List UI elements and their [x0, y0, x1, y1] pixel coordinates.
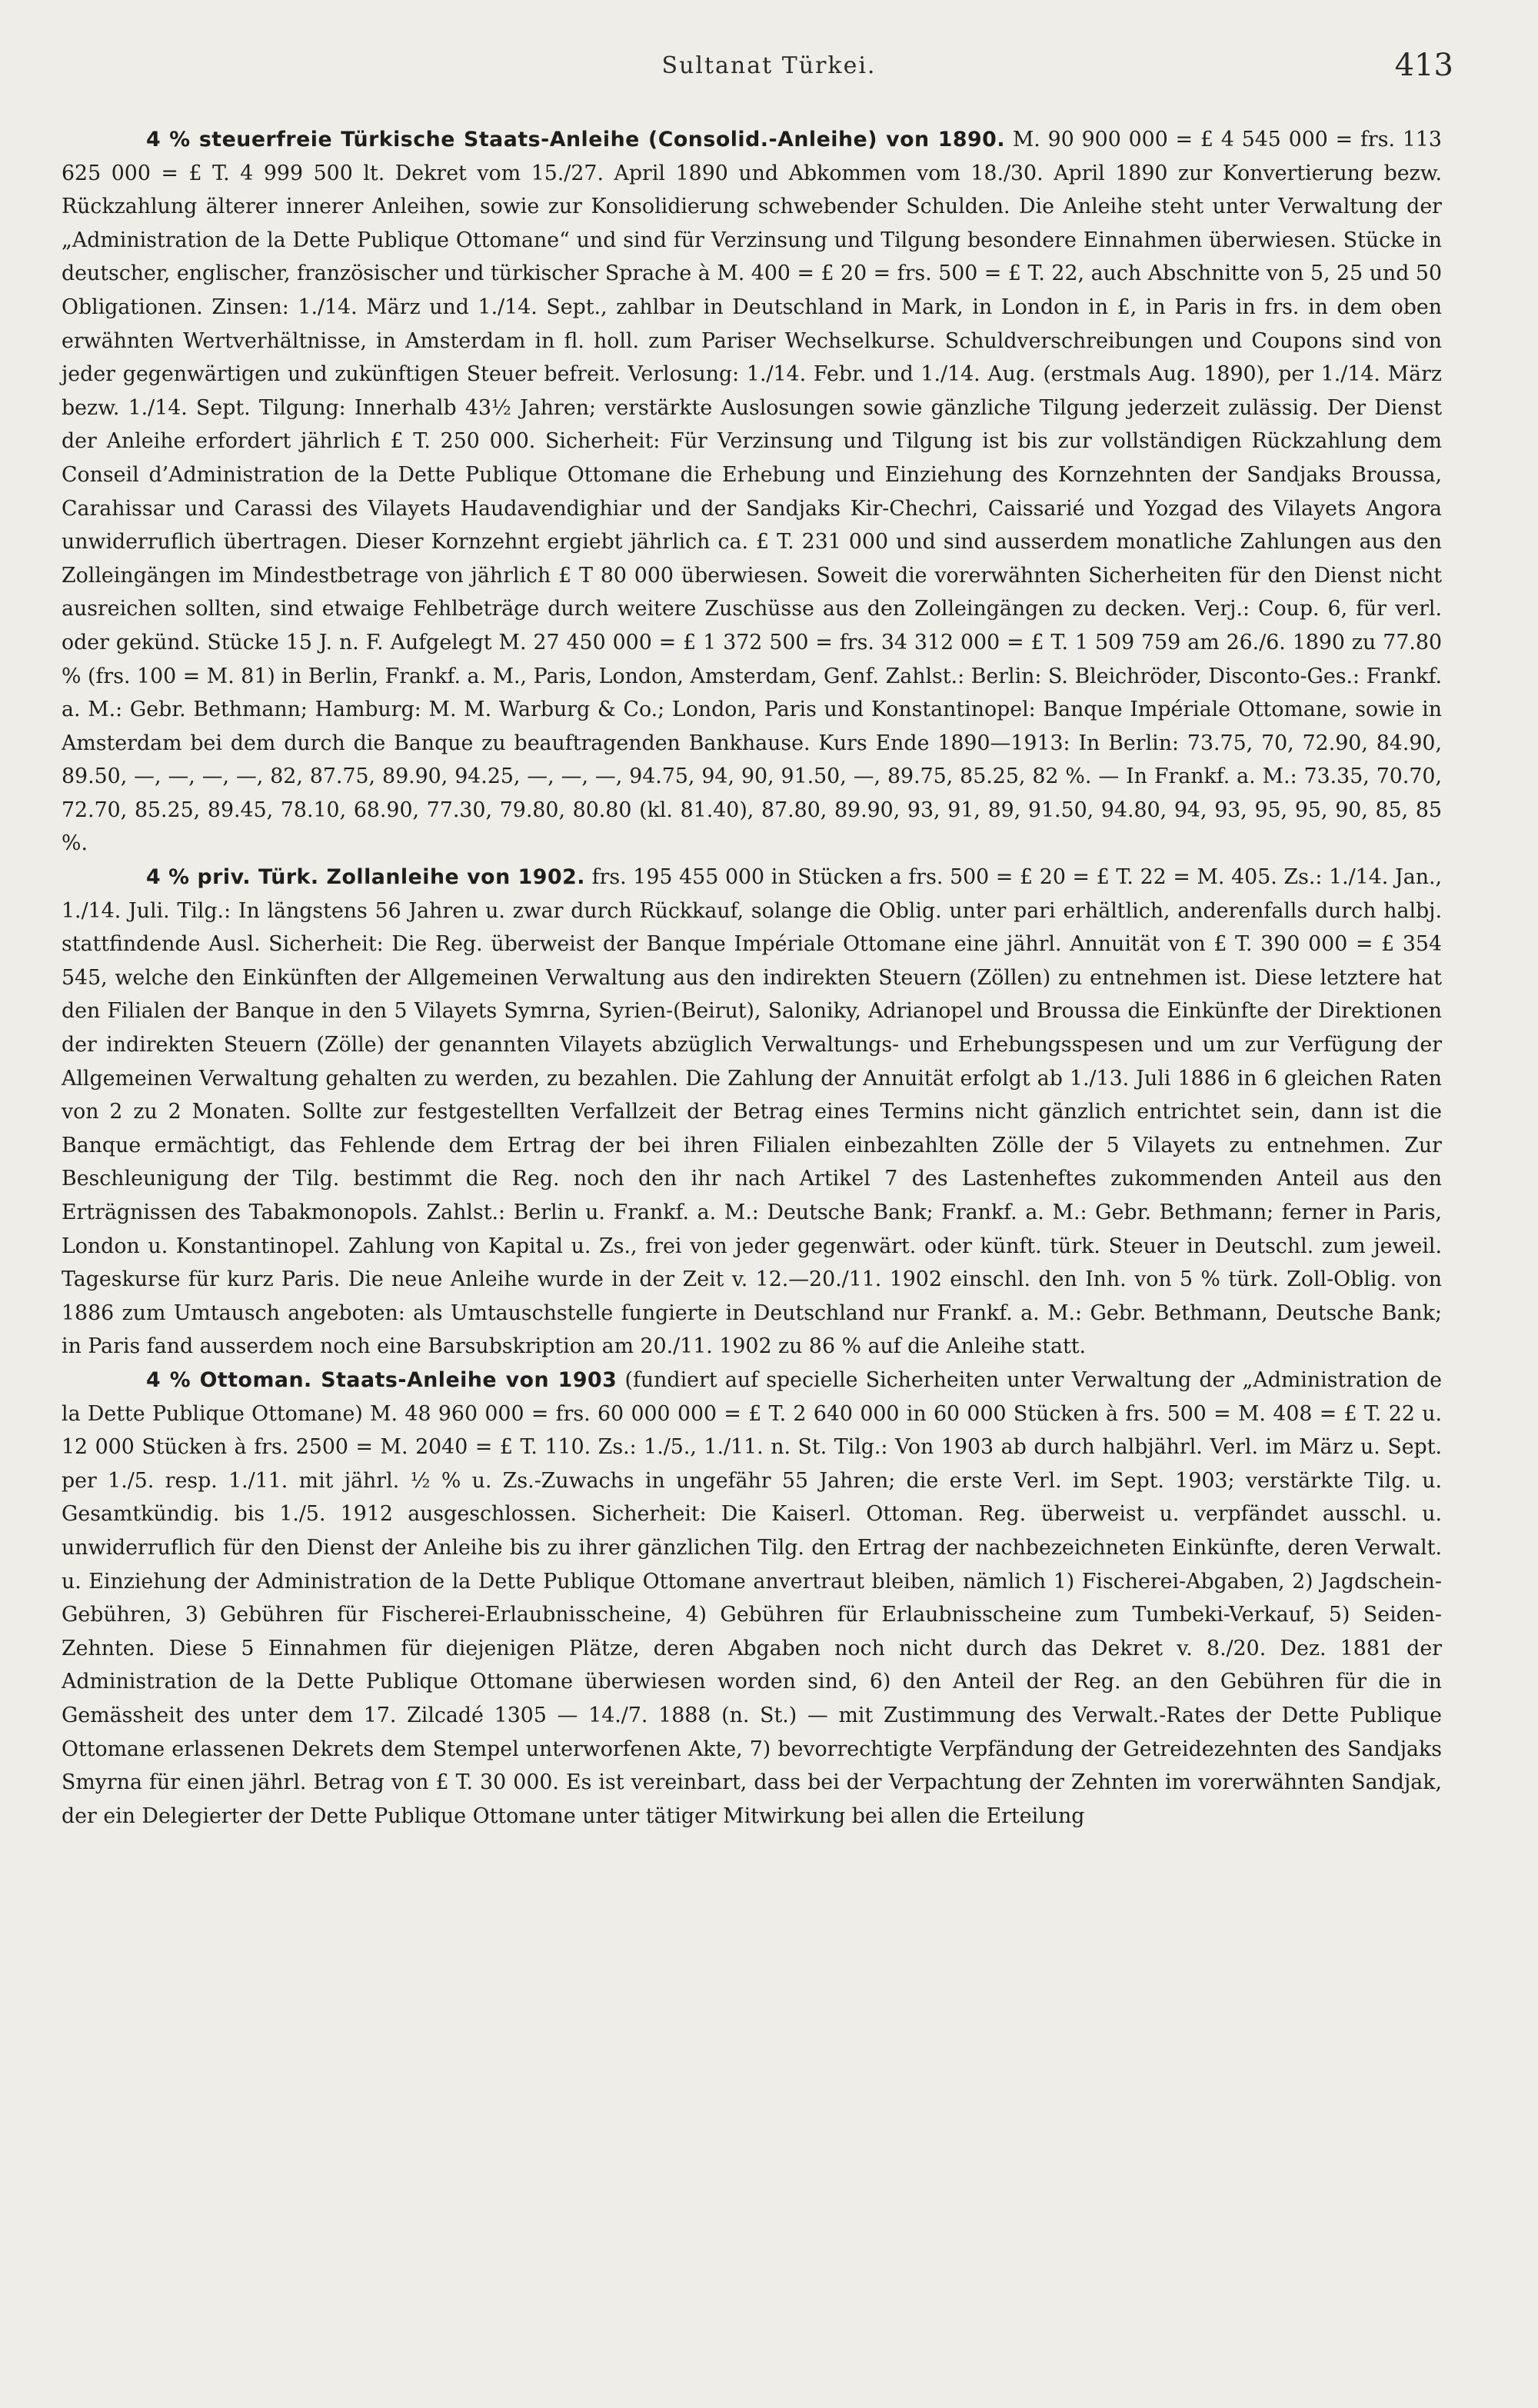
- section-heading: 4 % Ottoman. Staats-Anleihe von 1903: [146, 1367, 618, 1392]
- paragraph-text: M. 90 900 000 = £ 4 545 000 = frs. 113 625 000 = £ T. 4 999 500 lt. Dekret vom 15./27. April 1890 und Abkommen vom 18./30. April 1890 zur Konvertierung bezw. Rückzahlung älterer innerer Anleihen, sowie zur Konsolidierung schwebender Schulden. Die Anleihe steht unter Verwaltung der „Administration de la Dette Publique Ottomane“ und sind für Verzinsung und Tilgung besondere Einnahmen überwiesen. Stücke in deutscher, englischer, französischer und türkischer Sprache à M. 400 = £ 20 = frs. 500 = £ T. 22, auch Abschnitte von 5, 25 und 50 Obligationen. Zinsen: 1./14. März und 1./14. Sept., zahlbar in Deutschland in Mark, in London in £, in Paris in frs. in dem oben erwähnten Wertverhältnisse, in Amsterdam in fl. holl. zum Pariser Wechselkurse. Schuldverschreibungen und Coupons sind von jeder gegenwärtigen und zukünftigen Steuer befreit. Verlosung: 1./14. Febr. und 1./14. Aug. (erstmals Aug. 1890), per 1./14. März bezw. 1./14. Sept. Tilgung: Innerhalb 43½ Jahren; verstärkte Auslosungen sowie gänzliche Tilgung jederzeit zulässig. Der Dienst der Anleihe erfordert jährlich £ T. 250 000. Sicherheit: Für Verzinsung und Tilgung ist bis zur vollständigen Rückzahlung dem Conseil d’Administration de la Dette Publique Ottomane die Erhebung und Einziehung des Kornzehnten der Sandjaks Broussa, Carahissar und Carassi des Vilayets Haudavendighiar und der Sandjaks Kir-Chechri, Caissarié und Yozgad des Vilayets Angora unwiderruflich übertragen. Dieser Kornzehnt ergiebt jährlich ca. £ T. 231 000 und sind ausserdem monatliche Zahlungen aus den Zolleingängen im Mindestbetrage von jährlich £ T 80 000 überwiesen. Soweit die vorerwähnten Sicherheiten für den Dienst nicht ausreichen sollten, sind etwaige Fehlbeträge durch weitere Zuschüsse aus den Zolleingängen zu decken. Verj.: Coup. 6, für verl. oder gekünd. Stücke 15 J. n. F. Aufgelegt M. 27 450 000 = £ 1 372 500 = frs. 34 312 000 = £ T. 1 509 759 am 26./6. 1890 zu 77.80 % (frs. 100 = M. 81) in Berlin, Frankf. a. M., Paris, London, Amsterdam, Genf. Zahlst.: Berlin: S. Bleichröder, Disconto-Ges.: Frankf. a. M.: Gebr. Bethmann; Hamburg: M. M. Warburg & Co.; London, Paris und Konstantinopel: Banque Impériale Ottomane, sowie in Amsterdam bei dem durch die Banque zu beauftragenden Bankhause. Kurs Ende 1890—1913: In Berlin: 73.75, 70, 72.90, 84.90, 89.50, —, —, —, —, 82, 87.75, 89.90, 94.25, —, —, —, 94.75, 94, 90, 91.50, —, 89.75, 85.25, 82 %. — In Frankf. a. M.: 73.35, 70.70, 72.70, 85.25, 89.45, 78.10, 68.90, 77.30, 79.80, 80.80 (kl. 81.40), 87.80, 89.90, 93, 91, 89, 91.50, 94.80, 94, 93, 95, 95, 90, 85, 85 %.: [62, 128, 1442, 856]
- paragraph-staats-anleihe-1903: [62, 1364, 1442, 1833]
- running-head: Sultanat Türkei.: [661, 52, 877, 79]
- page-number: 413: [1394, 48, 1453, 83]
- paragraph-text: frs. 195 455 000 in Stücken a frs. 500 = £ 20 = £ T. 22 = M. 405. Zs.: 1./14. Jan., 1./14. Juli. Tilg.: In längstens 56 Jahren u. zwar durch Rückkauf, solange die Oblig. unter pari erhältlich, anderenfalls durch halbj. stattfindende Ausl. Sicherheit: Die Reg. überweist der Banque Impériale Ottomane eine jährl. Annuität von £ T. 390 000 = £ 354 545, welche den Einkünften der Allgemeinen Verwaltung aus den indirekten Steuern (Zöllen) zu entnehmen ist. Diese letztere hat den Filialen der Banque in den 5 Vilayets Symrna, Syrien-(Beirut), Saloniky, Adrianopel und Broussa die Einkünfte der Direktionen der indirekten Steuern (Zölle) der genannten Vilayets abzüglich Verwaltungs- und Erhebungsspesen und um zur Verfügung der Allgemeinen Verwaltung gehalten zu werden, zu bezahlen. Die Zahlung der Annuität erfolgt ab 1./13. Juli 1886 in 6 gleichen Raten von 2 zu 2 Monaten. Sollte zur festgestellten Verfallzeit der Betrag eines Termins nicht gänzlich entrichtet sein, dann ist die Banque ermächtigt, das Fehlende dem Ertrag der bei ihren Filialen einbezahlten Zölle der 5 Vilayets zu entnehmen. Zur Beschleunigung der Tilg. bestimmt die Reg. noch den ihr nach Artikel 7 des Lastenheftes zukommenden Anteil aus den Erträgnissen des Tabakmonopols. Zahlst.: Berlin u. Frankf. a. M.: Deutsche Bank; Frankf. a. M.: Gebr. Bethmann; ferner in Paris, London u. Konstantinopel. Zahlung von Kapital u. Zs., frei von jeder gegenwärt. oder künft. türk. Steuer in Deutschl. zum jeweil. Tageskurse für kurz Paris. Die neue Anleihe wurde in der Zeit v. 12.—20./11. 1902 einschl. den Inh. von 5 % türk. Zoll-Oblig. von 1886 zum Umtausch angeboten: als Umtauschstelle fungierte in Deutschland nur Frankf. a. M.: Gebr. Bethmann, Deutsche Bank; in Paris fand ausserdem noch eine Barsubskription am 20./11. 1902 zu 86 % auf die Anleihe statt.: [62, 865, 1442, 1359]
- paragraph-consolid-anleihe-1890: [62, 123, 1442, 861]
- section-heading: 4 % steuerfreie Türkische Staats-Anleihe (Consolid.-Anleihe) von 1890.: [146, 128, 1005, 152]
- page-header: [0, 46, 1538, 92]
- paragraph-text: (fundiert auf specielle Sicherheiten unter Verwaltung der „Administration de la Dette Publique Ottomane) M. 48 960 000 = frs. 60 000 000 = £ T. 2 640 000 in 60 000 Stücken à frs. 500 = M. 408 = £ T. 22 u. 12 000 Stücken à frs. 2500 = M. 2040 = £ T. 110. Zs.: 1./5., 1./11. n. St. Tilg.: Von 1903 ab durch halbjährl. Verl. im März u. Sept. per 1./5. resp. 1./11. mit jährl. ½ % u. Zs.-Zuwachs in ungefähr 55 Jahren; die erste Verl. im Sept. 1903; verstärkte Tilg. u. Gesamtkündig. bis 1./5. 1912 ausgeschlossen. Sicherheit: Die Kaiserl. Ottoman. Reg. überweist u. verpfändet ausschl. u. unwiderruflich für den Dienst der Anleihe bis zu ihrer gänzlichen Tilg. den Ertrag der nachbezeichneten Einkünfte, deren Verwalt. u. Einziehung der Administration de la Dette Publique Ottomane anvertraut bleiben, nämlich 1) Fischerei-Abgaben, 2) Jagdschein-Gebühren, 3) Gebühren für Fischerei-Erlaubnisscheine, 4) Gebühren für Erlaubnisscheine zum Tumbeki-Verkauf, 5) Seiden-Zehnten. Diese 5 Einnahmen für diejenigen Plätze, deren Abgaben noch nicht durch das Dekret v. 8./20. Dez. 1881 der Administration de la Dette Publique Ottomane überwiesen worden sind, 6) den Anteil der Reg. an den Gebühren für die in Gemässheit des unter dem 17. Zilcadé 1305 — 14./7. 1888 (n. St.) — mit Zustimmung des Verwalt.-Rates der Dette Publique Ottomane erlassenen Dekrets dem Stempel unterworfenen Akte, 7) bevorrechtigte Verpfändung der Getreidezehnten des Sandjaks Smyrna für einen jährl. Betrag von £ T. 30 000. Es ist vereinbart, dass bei der Verpachtung der Zehnten im vorerwähnten Sandjak, der ein Delegierter der Dette Publique Ottomane unter tätiger Mitwirkung bei allen die Erteilung: [62, 1367, 1443, 1828]
- section-heading: 4 % priv. Türk. Zollanleihe von 1902.: [146, 865, 585, 890]
- paragraph-zollanleihe-1902: [62, 861, 1442, 1364]
- page-body: [62, 123, 1442, 1833]
